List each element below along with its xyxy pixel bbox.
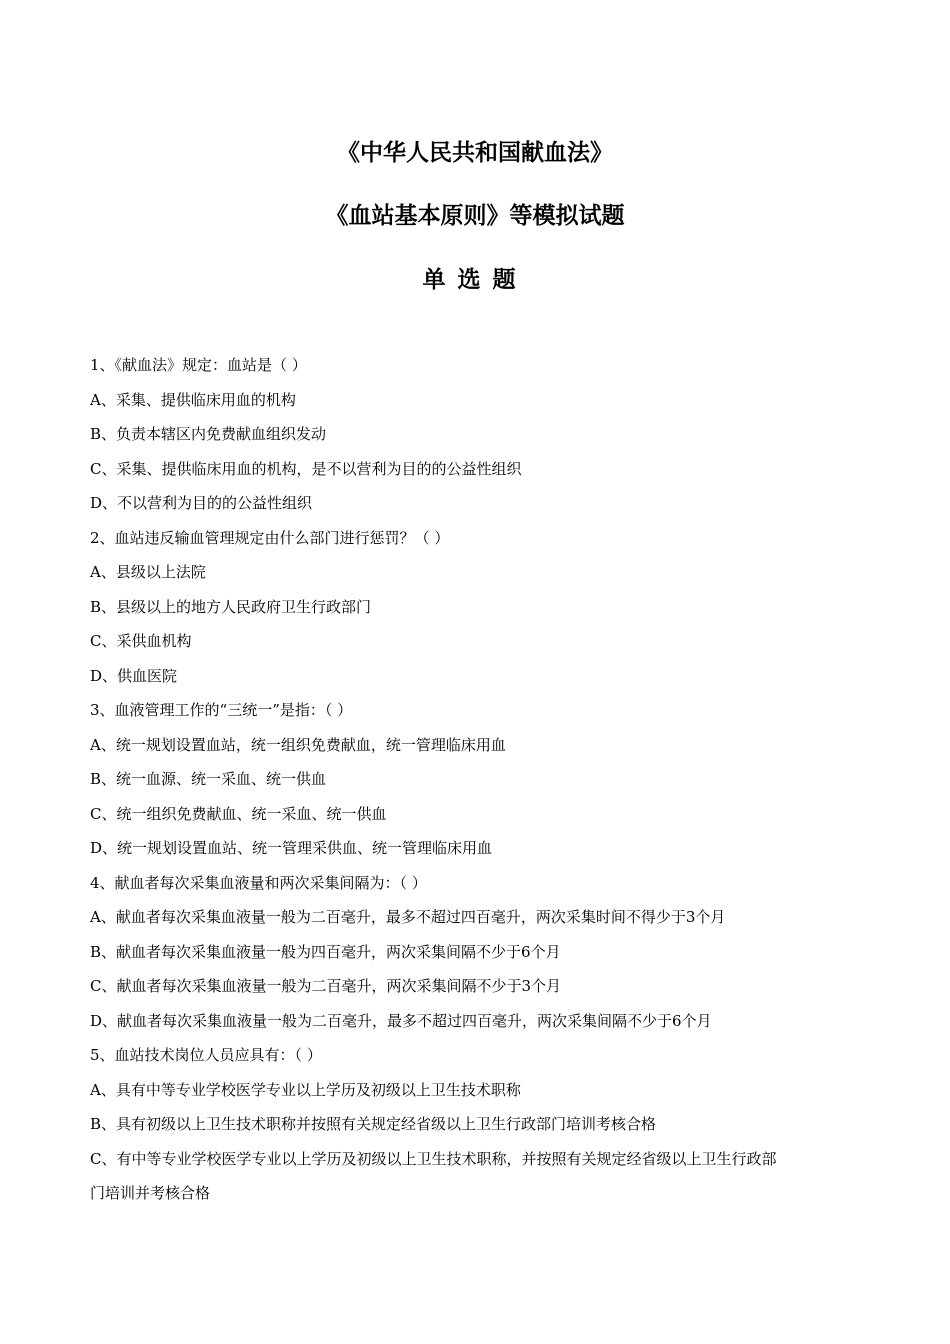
option-text: A、献血者每次采集血液量一般为二百毫升，最多不超过四百毫升，两次采集时间不得少于3个月 <box>90 908 726 926</box>
option-text: C、采供血机构 <box>90 632 192 650</box>
option-text: B、统一血源、统一采血、统一供血 <box>90 770 327 788</box>
option-text: D、不以营利为目的的公益性组织 <box>90 494 313 512</box>
option-text: B、献血者每次采集血液量一般为四百毫升，两次采集间隔不少于6个月 <box>90 942 561 961</box>
option-text: A、县级以上法院 <box>90 563 206 581</box>
question-text: 4、献血者每次采集血液量和两次采集间隔为：（ ） <box>90 873 427 892</box>
option-text: D、统一规划设置血站、统一管理采供血、统一管理临床用血 <box>90 839 493 857</box>
section-title: 单选题 <box>422 267 528 293</box>
option-text: A、具有中等专业学校医学专业以上学历及初级以上卫生技术职称 <box>90 1080 521 1099</box>
option-text: C、采集、提供临床用血的机构，是不以营利为目的的公益性组织 <box>90 459 522 478</box>
option-text: B、具有初级以上卫生技术职称并按照有关规定经省级以上卫生行政部门培训考核合格 <box>90 1115 657 1133</box>
option-text: C、统一组织免费献血、统一采血、统一供血 <box>90 804 387 823</box>
question-text: 1、《献血法》规定：血站是（ ） <box>90 356 307 374</box>
option-text: 门培训并考核合格 <box>90 1184 211 1202</box>
option-text: A、采集、提供临床用血的机构 <box>90 390 296 409</box>
option-text: C、献血者每次采集血液量一般为二百毫升，两次采集间隔不少于3个月 <box>90 977 562 995</box>
option-text: B、负责本辖区内免费献血组织发动 <box>90 425 327 443</box>
option-text: D、献血者每次采集血液量一般为二百毫升，最多不超过四百毫升，两次采集间隔不少于6个月 <box>90 1011 712 1030</box>
document-title: 《中华人民共和国献血法》 <box>337 140 613 166</box>
question-list <box>90 352 870 1215</box>
option-text: A、统一规划设置血站，统一组织免费献血，统一管理临床用血 <box>90 735 506 754</box>
option-text: C、有中等专业学校医学专业以上学历及初级以上卫生技术职称，并按照有关规定经省级以上卫生行政部 <box>90 1149 777 1168</box>
question-text: 5、血站技术岗位人员应具有：（ ） <box>90 1046 322 1064</box>
question-text: 3、血液管理工作的“三统一”是指：（ ） <box>90 701 353 719</box>
document-subtitle: 《血站基本原则》等模拟试题 <box>325 203 625 229</box>
option-text: D、供血医院 <box>90 666 178 685</box>
option-text: B、县级以上的地方人民政府卫生行政部门 <box>90 597 372 616</box>
question-text: 2、血站违反输血管理规定由什么部门进行惩罚？（ ） <box>90 528 450 547</box>
